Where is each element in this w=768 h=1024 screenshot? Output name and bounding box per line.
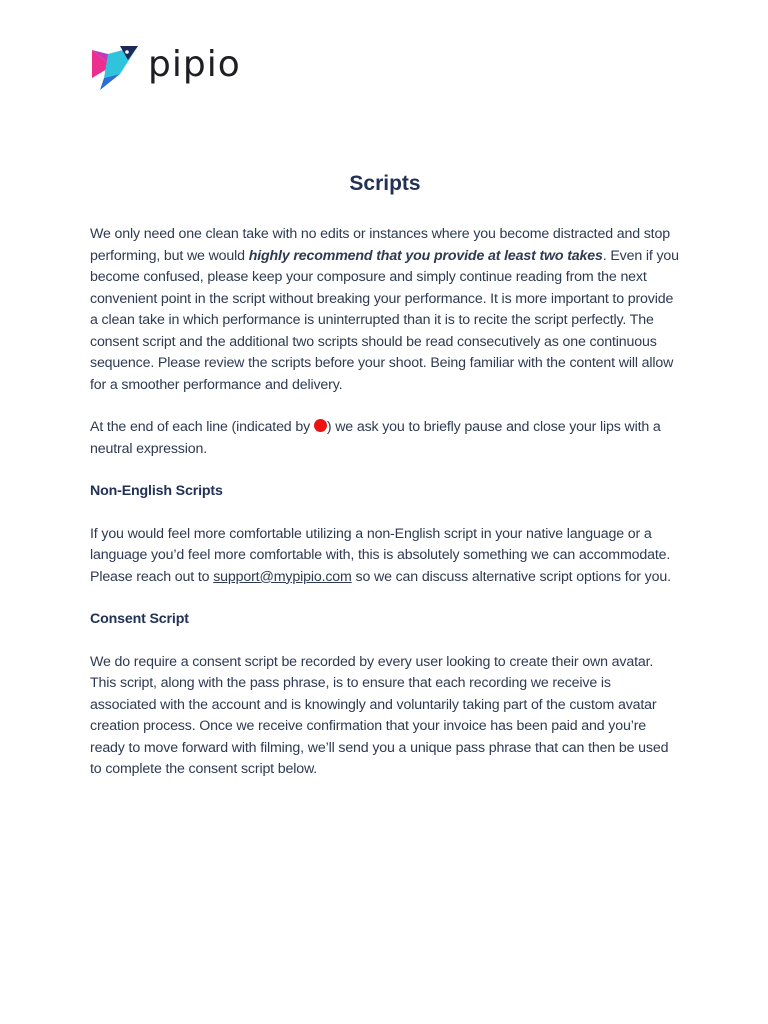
pipio-bird-logo-icon <box>90 44 142 92</box>
consent-paragraph: We do require a consent script be recorded by every user looking to create their own avatar. This script, along with the pass phrase, is to ensure that each recording we receive is associated with the account and is knowingly and voluntarily taking part of the custom avatar creation process. Once we receive confirmation that your invoice has been paid and you’re ready to move forward with filming, we’ll send you a unique pass phrase that can then be used to complete the consent script below. <box>90 653 669 778</box>
red-dot-icon <box>314 419 327 432</box>
non-english-text-start: If you would feel more comfortable utilizing a non-English script in your native language or a language you’d feel more comfortable with, this is absolutely something we can accommodate. Please reach out to <box>90 525 671 585</box>
line-end-text-start: At the end of each line (indicated by <box>90 419 314 436</box>
document-body <box>90 170 680 802</box>
brand-logo <box>90 44 241 92</box>
line-end-text-end: ) we ask you to briefly pause and close your lips with a neutral expression. <box>90 419 661 457</box>
intro-paragraph <box>90 224 680 396</box>
line-end-paragraph <box>90 417 680 460</box>
non-english-heading: Non-English Scripts <box>90 483 223 500</box>
intro-text-end: . Even if you become confused, please keep your composure and simply continue reading from the next convenient point in the script without breaking your performance. It is more important to provide a clean take in which performance is uninterrupted than it is to recite the script perfectly. The consent script and the additional two scripts should be read consecutively as one continuous sequence. Please review the scripts before your shoot. Being familiar with the content will allow for a smoother performance and delivery. <box>90 247 679 393</box>
support-email-link[interactable]: support@mypipio.com <box>213 568 352 585</box>
non-english-text-end: so we can discuss alternative script options for you. <box>351 568 671 585</box>
intro-emphasis: highly recommend that you provide at least two takes <box>248 247 603 264</box>
page-title: Scripts <box>349 172 421 195</box>
brand-wordmark: pipio <box>148 44 241 85</box>
consent-heading: Consent Script <box>90 611 189 628</box>
non-english-paragraph <box>90 524 680 589</box>
intro-text-start: We only need one clean take with no edits or instances where you become distracted and stop performing, but we would <box>90 226 670 264</box>
